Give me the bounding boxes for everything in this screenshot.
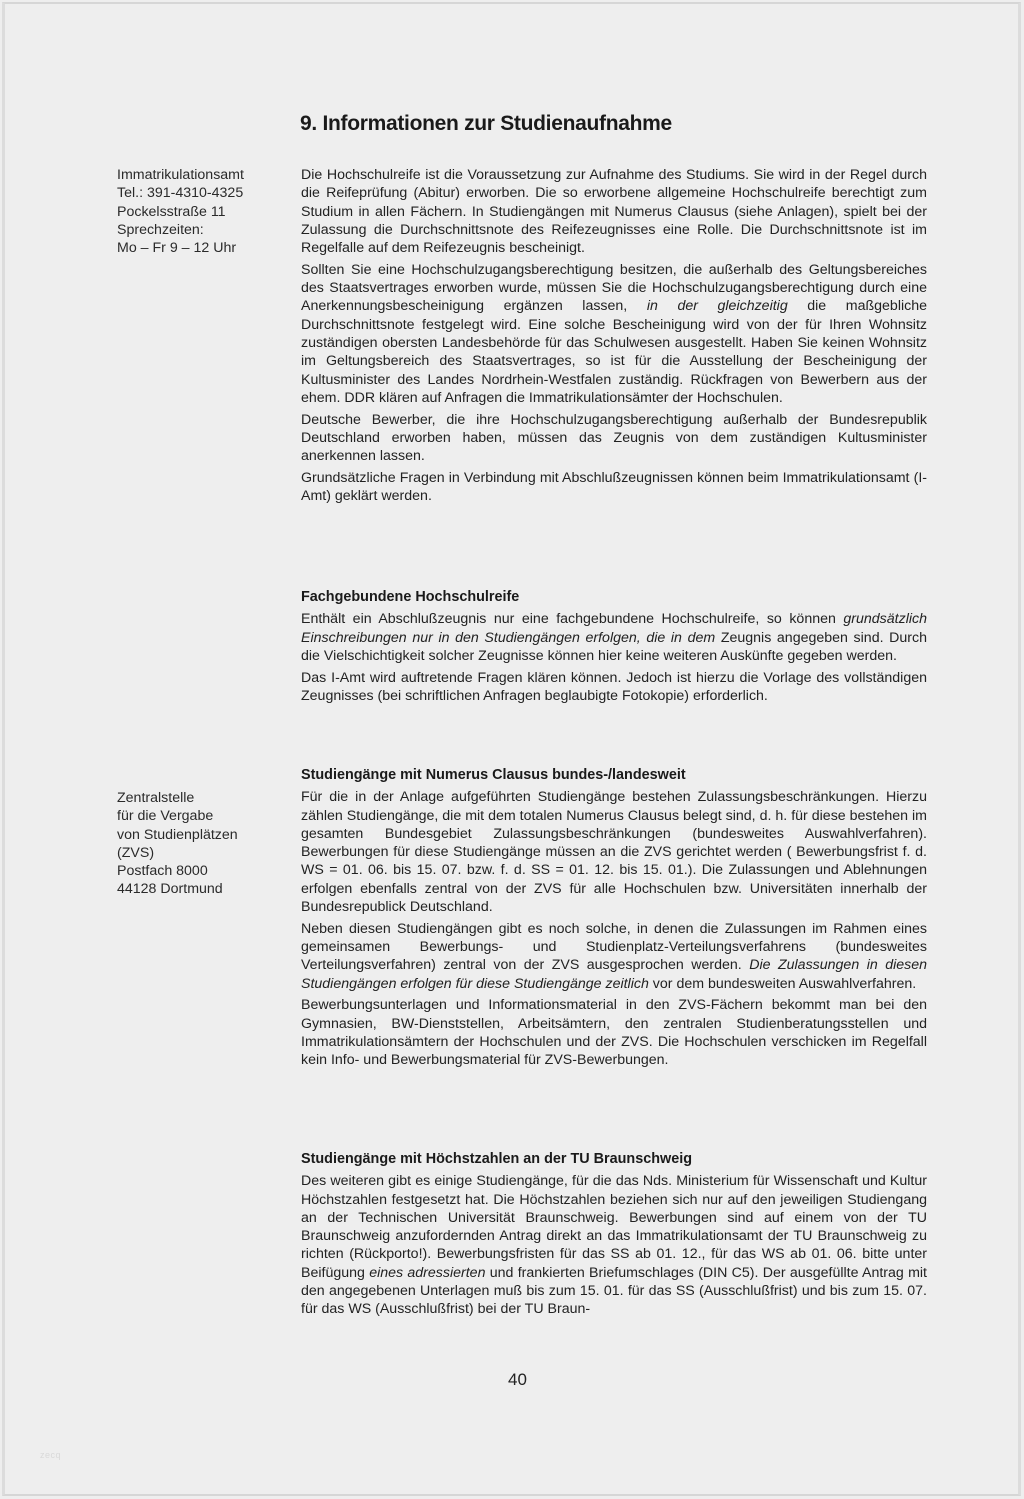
page-number: 40 xyxy=(508,1370,527,1389)
zvs-name-line-1: Zentralstelle xyxy=(117,790,195,806)
section-fachgebundene-hochschulreife xyxy=(301,588,927,709)
zvs-city: 44128 Dortmund xyxy=(117,881,223,898)
zvs-name-line-2: für die Vergabe xyxy=(117,808,214,825)
section-heading: Studiengänge mit Numerus Clausus bundes-/landesweit xyxy=(301,767,686,783)
office-address: Pockelsstraße 11 xyxy=(117,203,226,220)
paragraph-zulassungsbeschraenkungen: Für die in der Anlage aufgeführten Studiengänge bestehen Zulassungsbeschränkungen. Hierzu zählen Studiengänge, die mit dem totalen Numerus Clausus belegt sind, d. h. für diese bestehen im gesamten Bundesgebiet Zulassungsbeschränkungen (bundesweites Auswahlverfahren). Bewerbungen für diese Studiengänge müssen an die ZVS gerichtet werden ( Bewerbungsfrist f. d. WS = 01. 06. bis 15. 07. bzw. f. d. SS = 01. 12. bis 15. 01.). Die Zulassungen und Ablehnungen erfolgen ebenfalls zentral von der ZVS für alle Hochschulen bzw. Universitäten innerhalb der Bundesrepublick Deutschland. xyxy=(301,789,927,916)
office-phone: Tel.: 391-4310-4325 xyxy=(117,185,244,202)
section-heading: Studiengänge mit Höchstzahlen an der TU Braunschweig xyxy=(301,1151,692,1167)
paragraph-i-amt: Das I-Amt wird auftretende Fragen klären können. Jedoch ist hierzu die Vorlage des vollständigen Zeugnisses (bei schriftlichen Anfragen beglaubigte Fotokopie) erforderlich. xyxy=(301,669,927,704)
paragraph-bewerbungsunterlagen: Bewerbungsunterlagen und Informationsmaterial in den ZVS-Fächern bekommt man bei den Gymnasien, BW-Dienststellen, Arbeitsämtern, den zentralen Studienberatungsstellen und Immatrikulationsämtern der Hochschulen und der ZVS. Die Hochschulen verschicken im Regelfall kein Info- und Bewerbungsmaterial für ZVS-Bewerbungen. xyxy=(301,997,927,1069)
section-hoechstzahlen xyxy=(301,1150,927,1322)
zvs-abbreviation: (ZVS) xyxy=(117,844,155,861)
zvs-name-line-3: von Studienplätzen xyxy=(117,826,238,843)
text-run: Des weiteren gibt es einige Studiengänge, für die das Nds. Ministerium für Wissenschaft und Kultur Höchstzahlen festgesetzt hat. Die Höchstzahlen beziehen sich nur auf den jeweiligen Studiengang an der Technischen Universität Braunschweig. Bewerbungen sind auf einem von der TU Braunschweig anzufordernden Antrag direkt an das Immatrikulationsamt der TU Braunschweig zu richten (Rückporto!). Bewerbungsfristen für das SS ab 01. 12., für das WS ab 01. 06. bitte unter Beifügung xyxy=(301,1173,927,1281)
italic-run: eines adressierten xyxy=(369,1264,486,1281)
section-heading: Fachgebundene Hochschulreife xyxy=(301,589,520,605)
italic-run: grundsätzlich Einschreibungen nur in den Studiengängen erfolgen, die in dem xyxy=(301,611,927,646)
sidebar-zvs-contact xyxy=(117,789,238,899)
paragraph-grundsaetzliche-fragen: Grundsätzliche Fragen in Verbindung mit Abschlußzeugnissen können beim Immatrikulationsamt (I-Amt) geklärt werden. xyxy=(301,469,927,505)
zvs-postbox: Postfach 8000 xyxy=(117,863,208,880)
text-run: vor dem bundesweiten Auswahlverfahren. xyxy=(648,975,917,992)
text-run: Enthält ein Abschlußzeugnis nur eine fachgebundene Hochschulreife, so können xyxy=(301,611,844,628)
paragraph-deutsche-bewerber: Deutsche Bewerber, die ihre Hochschulzugangsberechtigung außerhalb der Bundesrepublik Deutschland erworben haben, müssen das Zeugnis von dem zuständigen Kultusminister anerkennen lassen. xyxy=(301,411,927,465)
office-hours-label: Sprechzeiten: xyxy=(117,221,204,238)
sidebar-immatrikulationsamt-contact xyxy=(117,166,244,257)
office-hours: Mo – Fr 9 – 12 Uhr xyxy=(117,240,237,257)
paragraph-hochschulreife: Die Hochschulreife ist die Voraussetzung zur Aufnahme des Studiums. Sie wird in der Regel durch die Reifeprüfung (Abitur) erworben. Die so erworbene allgemeine Hochschulreife berechtigt zum Studium in allen Fächern. In Studiengängen mit Numerus Clausus (siehe Anlagen), spielt bei der Zulassung die Durchschnittsnote des Reifezeugnisses eine Rolle. Die Durchschnittsnote ist im Regelfalle auf dem Reifezeugnis bescheinigt. xyxy=(301,167,927,257)
text-run: Zeugnis angegeben sind. Durch die Vielschichtigkeit solcher Zeugnisse können hier keine weiteren Auskünfte gegeben werden. xyxy=(301,629,927,664)
paragraph-verteilungsverfahren xyxy=(301,920,927,993)
section-numerus-clausus xyxy=(301,766,927,1073)
paragraph-hoechstzahlen xyxy=(301,1172,927,1318)
text-run: und frankierten Briefumschlages (DIN C5). Der ausgefüllte Antrag mit den angegebenen Unterlagen muß bis zum 15. 01. für das SS (Ausschlußfrist) und bis zum 15. 07. für das WS (Ausschlußfrist) bei der TU Braun- xyxy=(301,1264,927,1318)
office-name: Immatrikulationsamt xyxy=(117,167,244,183)
italic-run: Die Zulassungen in diesen Studiengängen erfolgen für diese Studiengänge zeitlich xyxy=(301,957,928,992)
italic-run: in der gleichzeitig xyxy=(627,298,788,315)
watermark: zecq xyxy=(40,1450,62,1460)
text-run: Sollten Sie eine Hochschulzugangsberechtigung besitzen, die außerhalb des Geltungsbereiches des Staatsvertrages erworben wurde, müssen Sie die Hochschulzugangsberechtigung durch eine Anerkennungsbescheinigung ergänzen lassen, xyxy=(301,261,927,315)
main-text-intro xyxy=(301,166,927,509)
page-title: 9. Informationen zur Studienaufnahme xyxy=(300,112,672,135)
paragraph-anerkennung xyxy=(301,261,927,407)
text-run: die maßgebliche Durchschnittsnote festgelegt wird. Eine solche Bescheinigung wird von der für Ihren Wohnsitz zuständigen obersten Landesbehörde für das Schulwesen ausgestellt. Haben Sie keinen Wohnsitz im Geltungsbereich des Staatsvertrages, so ist für die Ausstellung der Bescheinigung der Kultusminister des Landes Nordrhein-Westfalen zuständig. Rückfragen von Bewerbern aus der ehem. DDR klären auf Anfragen die Immatrikulationsämter der Hochschulen. xyxy=(301,298,927,406)
paragraph-fachgebunden xyxy=(301,610,927,665)
text-run: Neben diesen Studiengängen gibt es noch solche, in denen die Zulassungen im Rahmen eines gemeinsamen Bewerbungs- und Studienplatz-Verteilungsverfahrens (bundesweites Verteilungsverfahren) zentral von der ZVS ausgesprochen werden. xyxy=(301,920,927,974)
